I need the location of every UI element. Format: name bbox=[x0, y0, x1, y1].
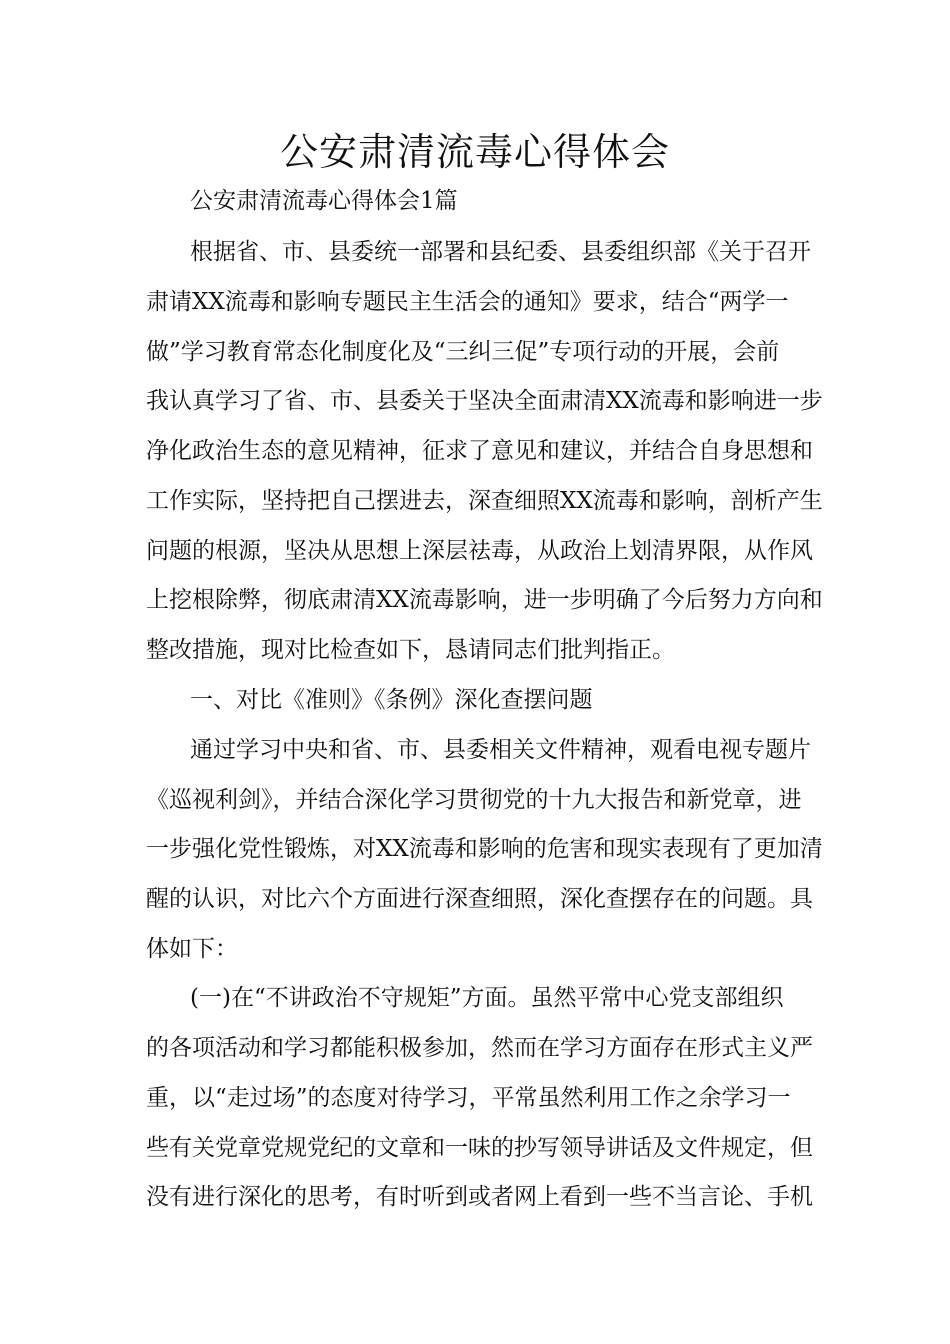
paragraph-line: 净化政治生态的意见精神，征求了意见和建议，并结合自身思想和 bbox=[146, 438, 813, 464]
paragraph-line: 问题的根源，坚决从思想上深层祛毒，从政治上划清界限，从作风 bbox=[146, 538, 813, 564]
document-subtitle: 公安肃清流毒心得体会1篇 bbox=[190, 188, 458, 214]
paragraph-line: 根据省、市、县委统一部署和县纪委、县委组织部《关于召开 bbox=[190, 239, 811, 265]
paragraph-line: 肃请XX流毒和影响专题民主生活会的通知》要求，结合“两学一 bbox=[146, 289, 789, 315]
paragraph-line: 我认真学习了省、市、县委关于坚决全面肃清XX流毒和影响进一步 bbox=[146, 388, 823, 414]
paragraph-line: 做”学习教育常态化制度化及“三纠三促”专项行动的开展，会前 bbox=[146, 339, 780, 365]
document-title: 公安肃清流毒心得体会 bbox=[279, 130, 670, 174]
paragraph-line: 重，以“走过场”的态度对待学习，平常虽然利用工作之余学习一 bbox=[146, 1085, 791, 1111]
paragraph-line: (一)在“不讲政治不守规矩”方面。虽然平常中心党支部组织 bbox=[190, 985, 784, 1011]
paragraph-line: 《巡视利剑》，并结合深化学习贯彻党的十九大报告和新党章，进 bbox=[146, 787, 802, 813]
paragraph-line: 工作实际，坚持把自己摆进去，深查细照XX流毒和影响，剖析产生 bbox=[146, 488, 823, 514]
paragraph-line: 醒的认识，对比六个方面进行深查细照，深化查摆存在的问题。具 bbox=[146, 886, 813, 912]
section-heading: 一、对比《准则》《条例》深化查摆问题 bbox=[190, 687, 593, 713]
paragraph-line: 些有关党章党规党纪的文章和一味的抄写领导讲话及文件规定，但 bbox=[146, 1135, 813, 1161]
paragraph-line: 没有进行深化的思考，有时听到或者网上看到一些不当言论、手机 bbox=[146, 1184, 813, 1210]
paragraph-line: 一步强化党性锻炼，对XX流毒和影响的危害和现实表现有了更加清 bbox=[146, 836, 823, 862]
paragraph-line: 整改措施，现对比检查如下，恳请同志们批判指正。 bbox=[146, 637, 675, 663]
paragraph-line: 通过学习中央和省、市、县委相关文件精神，观看电视专题片 bbox=[190, 737, 811, 763]
paragraph-line: 上挖根除弊，彻底肃清XX流毒影响，进一步明确了今后努力方向和 bbox=[146, 587, 823, 613]
paragraph-line: 体如下： bbox=[146, 936, 238, 962]
paragraph-line: 的各项活动和学习都能积极参加，然而在学习方面存在形式主义严 bbox=[146, 1035, 813, 1061]
